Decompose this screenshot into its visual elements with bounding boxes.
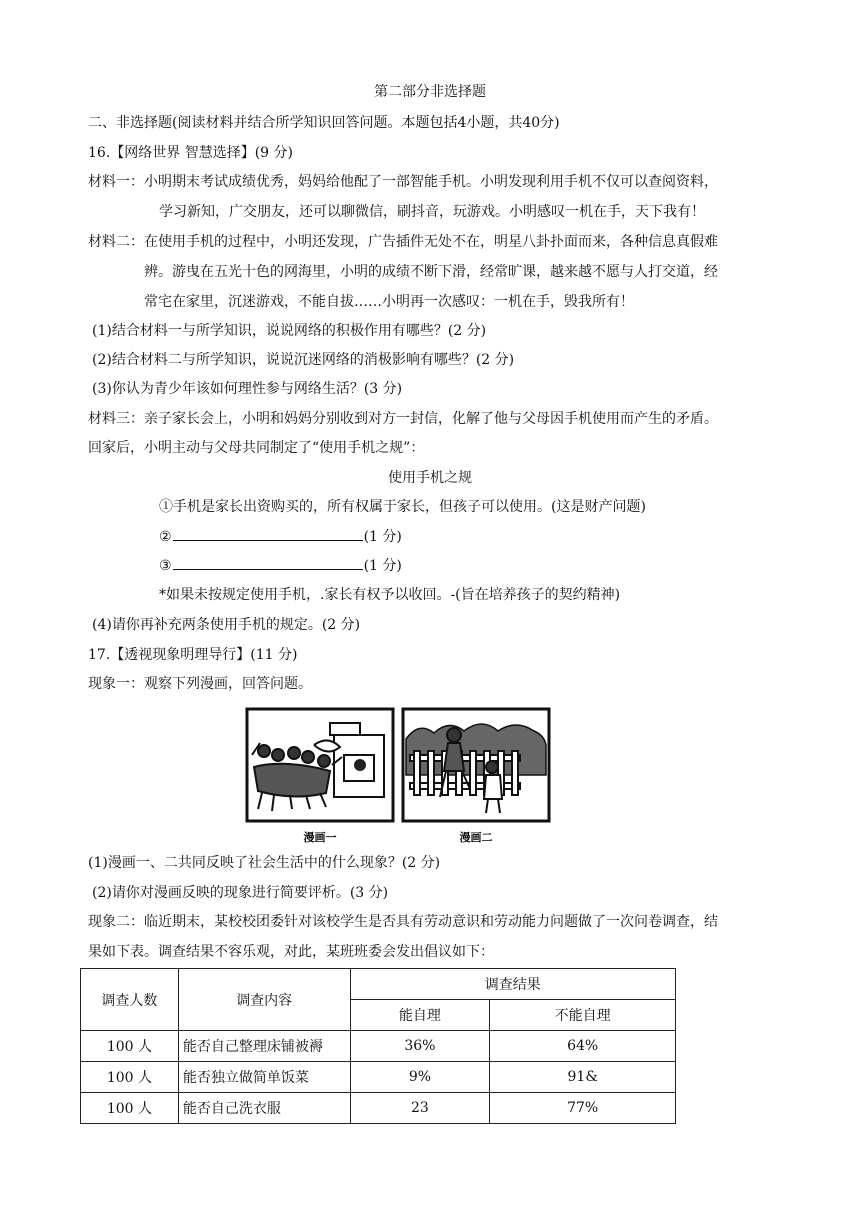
row-content: 能否独立做简单饭菜 bbox=[178, 1062, 350, 1093]
row-cannot: 77% bbox=[490, 1093, 676, 1124]
part-title: 第二部分非选择题 bbox=[374, 84, 486, 100]
rules-title: 使用手机之规 bbox=[388, 470, 472, 486]
material-3-line-1: 材料三：亲子家长会上，小明和妈妈分别收到对方一封信，化解了他与父母因手机使用而产生的矛盾。 bbox=[88, 411, 718, 427]
rule-3-score: (1 分) bbox=[363, 558, 402, 574]
table-row bbox=[81, 1031, 676, 1062]
rule-2-blank bbox=[173, 526, 363, 541]
material-2-line-2: 辨。游曳在五光十色的网海里，小明的成绩不断下滑，经常旷课，越来越不愿与人打交道，经 bbox=[144, 264, 718, 280]
comic-illustrations bbox=[244, 705, 552, 845]
phenomenon-2-line-2: 果如下表。调查结果不容乐观，对此，某班班委会发出倡议如下： bbox=[88, 944, 494, 960]
question-16-title: 16.【网络世界 智慧选择】(9 分) bbox=[88, 145, 293, 161]
row-can: 23 bbox=[350, 1093, 490, 1124]
table-row bbox=[81, 1093, 676, 1124]
material-1-line-1: 材料一：小明期末考试成绩优秀，妈妈给他配了一部智能手机。小明发现利用手机不仅可以查阅资料， bbox=[88, 174, 718, 190]
q16-sub-3: (3)你认为青少年该如何理性参与网络生活？(3 分) bbox=[92, 381, 403, 397]
table-header-row bbox=[81, 969, 676, 1000]
row-cannot: 91& bbox=[490, 1062, 676, 1093]
row-content: 能否自己整理床铺被褥 bbox=[178, 1031, 350, 1062]
header-can: 能自理 bbox=[350, 1000, 490, 1031]
material-3-line-2: 回家后，小明主动与父母共同制定了“使用手机之规”： bbox=[88, 440, 425, 456]
question-17-title: 17.【透视现象明理导行】(11 分) bbox=[88, 647, 298, 663]
rule-2 bbox=[159, 526, 402, 548]
comic-1-sign bbox=[330, 723, 360, 735]
comic-1-clerk bbox=[354, 759, 366, 771]
q17-sub-2: (2)请你对漫画反映的现象进行简要评析。(3 分) bbox=[92, 885, 389, 901]
survey-table bbox=[80, 968, 676, 1124]
comics bbox=[244, 705, 552, 845]
rule-2-marker: ② bbox=[159, 529, 172, 545]
row-can: 36% bbox=[350, 1031, 490, 1062]
q16-sub-2: (2)结合材料二与所学知识，说说沉迷网络的消极影响有哪些？(2 分) bbox=[92, 352, 515, 368]
material-1-line-2: 学习新知，广交朋友，还可以聊微信，刷抖音，玩游戏。小明感叹一机在手，天下我有！ bbox=[159, 204, 705, 220]
section-heading: 二、非选择题(阅读材料并结合所学知识回答问题。本题包括4小题，共40分) bbox=[88, 115, 560, 131]
q17-sub-1: (1)漫画一、二共同反映了社会生活中的什么现象？(2 分) bbox=[88, 855, 441, 871]
q16-sub-4: (4)请你再补充两条使用手机的规定。(2 分) bbox=[92, 617, 361, 633]
material-2-line-1: 材料二：在使用手机的过程中，小明还发现，广告插件无处不在，明星八卦扑面而来，各种信息真假难 bbox=[88, 234, 718, 250]
rule-note: *如果未按规定使用手机，.家长有权予以收回。-(旨在培养孩子的契约精神) bbox=[159, 587, 621, 603]
phenomenon-2-line-1: 现象二：临近期末，某校校团委针对该校学生是否具有劳动意识和劳动能力问题做了一次问卷调查，结 bbox=[88, 914, 718, 930]
table-row bbox=[81, 1062, 676, 1093]
row-cannot: 64% bbox=[490, 1031, 676, 1062]
header-cannot: 不能自理 bbox=[490, 1000, 676, 1031]
rule-2-score: (1 分) bbox=[363, 529, 402, 545]
rule-3 bbox=[159, 555, 402, 577]
phenomenon-1: 现象一：观察下列漫画，回答问题。 bbox=[88, 676, 312, 692]
material-2-line-3: 常宅在家里，沉迷游戏，不能自拔……小明再一次感叹：一机在手，毁我所有！ bbox=[144, 294, 634, 310]
header-count: 调查人数 bbox=[81, 969, 179, 1031]
row-count: 100 人 bbox=[81, 1093, 179, 1124]
rule-1: ①手机是家长出资购买的，所有权属于家长，但孩子可以使用。(这是财产问题) bbox=[159, 499, 646, 515]
comic-1-caption: 漫画一 bbox=[303, 831, 337, 844]
q16-sub-1: (1)结合材料一与所学知识，说说网络的积极作用有哪些？(2 分) bbox=[92, 323, 487, 339]
rule-3-marker: ③ bbox=[159, 558, 172, 574]
comic-2-caption: 漫画二 bbox=[459, 831, 493, 844]
row-count: 100 人 bbox=[81, 1031, 179, 1062]
row-can: 9% bbox=[350, 1062, 490, 1093]
row-count: 100 人 bbox=[81, 1062, 179, 1093]
header-content: 调查内容 bbox=[178, 969, 350, 1031]
row-content: 能否自己洗衣服 bbox=[178, 1093, 350, 1124]
header-result: 调查结果 bbox=[350, 969, 675, 1000]
rule-3-blank bbox=[173, 555, 363, 570]
